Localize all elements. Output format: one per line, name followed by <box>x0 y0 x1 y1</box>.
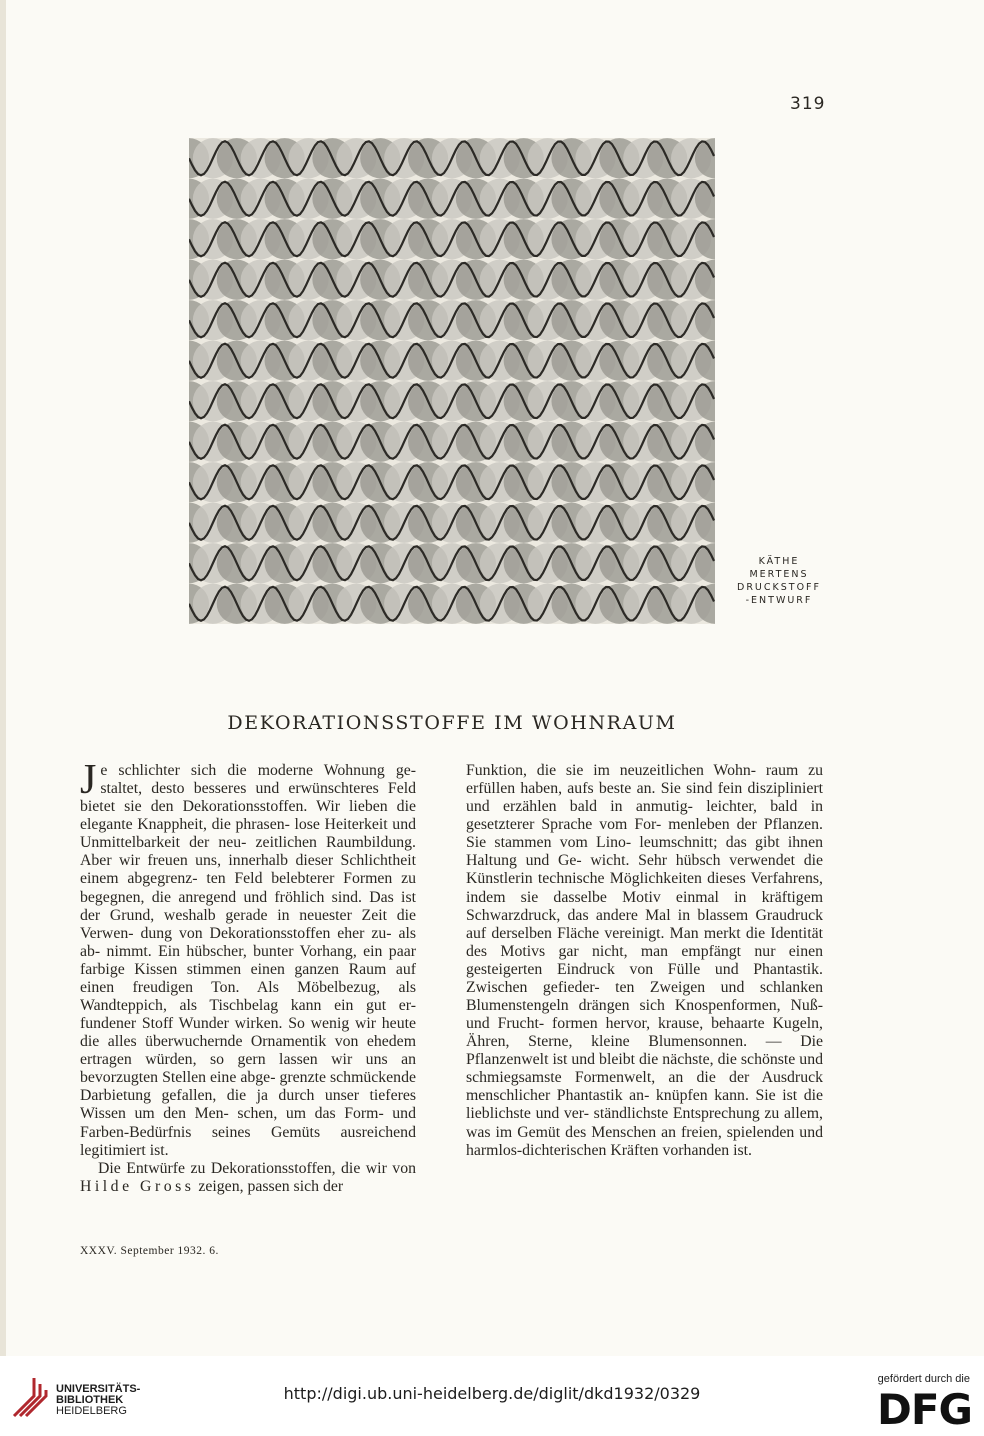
caption-line: DRUCKSTOFF <box>737 582 821 593</box>
caption-line: MERTENS <box>749 569 809 580</box>
library-line: UNIVERSITÄTS- <box>56 1383 141 1395</box>
text-column-right <box>466 762 823 1160</box>
text-line: leichter, bald in gesetzterer Sprache vom For- <box>466 798 824 834</box>
text-line: ja durch unser tieferes Wissen um den Men- <box>80 1087 416 1123</box>
library-line: HEIDELBERG <box>56 1405 127 1417</box>
text-line: Gemüt des Menschen an freien, spielenden und <box>517 1123 823 1141</box>
caption-line: KÄTHE <box>758 556 800 567</box>
text-line: e schlichter sich die moderne Wohnung ge- <box>100 762 416 779</box>
text-line: leumschnitt; das gibt ihnen Haltung und Ge- <box>466 834 823 870</box>
text-line: heute die alles überwuchernde Ornamentik <box>80 1015 416 1051</box>
text-line: Graudruck auf derselben Fläche vereinigt. <box>466 906 823 942</box>
text-line: Ähren, Sterne, kleine Blumensonnen. — Die <box>466 1033 823 1051</box>
paragraph-1 <box>80 757 417 1160</box>
caption-line: -ENTWURF <box>745 595 813 606</box>
text-line: Wandteppich, als Tischbelag kann ein gut er- <box>80 997 416 1015</box>
text-line: wicht. Sehr hübsch verwendet die Künstlerin <box>466 852 823 888</box>
drop-cap: J <box>80 757 97 803</box>
text-line: schen, um das Form- und Farben-Bedürfnis <box>80 1105 416 1141</box>
article-title: DEKORATIONSSTOFFE IM WOHNRAUM <box>227 712 677 734</box>
text-line: schönste und schmiegsamste Formenwelt, an <box>466 1051 823 1087</box>
text-line: zeigen, passen sich der <box>194 1177 344 1195</box>
text-line: staltet, desto besseres und erwünschteres <box>100 780 388 798</box>
text-line: Funktion, die sie im neuzeitlichen Wohn- <box>466 762 766 779</box>
text-line: nimmt. Ein hübscher, bunter Vorhang, ein paar <box>106 942 416 960</box>
text-line: weshalb gerade in neuester Zeit die Verwen- <box>80 906 416 942</box>
text-line: innerhalb dieser Schlichtheit einem abgegrenz- <box>80 852 417 888</box>
text-line: raum zu erfüllen haben, aufs beste an. Sie sind <box>466 762 823 798</box>
textile-print-figure <box>189 138 715 624</box>
text-line: dung von Dekorationsstoffen eher zu- als ab- <box>80 924 416 960</box>
designer-name: Hilde Gross <box>80 1177 195 1195</box>
text-line: zeitlichen Raumbildung. Aber wir freuen uns, <box>80 834 416 870</box>
text-line: Man merkt die Identität des Motivs gar nicht, <box>466 924 823 960</box>
text-line: von ehedem ertragen würden, so gern lassen <box>80 1033 416 1069</box>
text-line: Die Entwürfe zu Dekorationsstoffen, die wir <box>98 1159 387 1177</box>
paragraph-right <box>466 762 823 1160</box>
text-line: wir uns an bevorzugten Stellen eine abge- <box>80 1051 416 1087</box>
text-line: fein diszipliniert und erzählen bald in anmutig- <box>466 780 823 816</box>
funding-note: gefördert durch die <box>877 1373 970 1385</box>
wave-pattern-illustration <box>189 138 715 624</box>
dfg-logo[interactable]: DFG <box>876 1385 972 1434</box>
text-line: grenzte schmückende Darbietung gefallen, die <box>80 1069 416 1105</box>
text-line: Schwarzdruck, das andere Mal in blassem <box>466 906 756 924</box>
text-line: seines Gemüts ausreichend legitimiert ist. <box>80 1123 416 1159</box>
text-line: ten Zweigen und schlanken Blumenstengeln <box>466 978 823 1015</box>
text-line: ständlichste Entsprechung zu allem, was im <box>466 1105 823 1141</box>
paragraph-2 <box>80 1160 416 1196</box>
text-line: Feld bietet sie den Dekorationsstoffen. Wir <box>80 780 416 816</box>
text-line: anregend und fröhlich sind. Das ist der Grund, <box>80 888 416 924</box>
text-line: fundener Stoff Wunder wirken. So wenig wir <box>80 1015 382 1033</box>
text-line: ten Feld belebterer Formen zu begegnen, die <box>80 870 416 906</box>
text-line: knüpfen kann. Sie ist die lieblichste und ver- <box>466 1087 823 1123</box>
library-line: BIBLIOTHEK <box>56 1394 124 1406</box>
text-line: auf einen freudigen Ton. Als Möbelbezug, als <box>80 960 416 996</box>
text-line: farbige Kissen stimmen einen ganzen Raum <box>80 960 396 978</box>
text-line: harmlos-dichterischen Kräften vorhanden ist. <box>466 1141 753 1159</box>
text-line: Pflanzenwelt ist und bleibt die nächste, die <box>466 1051 741 1069</box>
issue-footnote: XXXV. September 1932. 6. <box>80 1245 219 1257</box>
text-line: man empfängt nur einen gesteigerten Eindruck <box>466 942 823 978</box>
paragraph-1-text <box>80 757 417 1159</box>
text-line: von Fülle und Phantastik. Zwischen gefieder- <box>466 960 823 996</box>
text-line: drängen sich Knospenformen, Nuß- und Frucht- <box>466 997 823 1033</box>
text-line: von <box>392 1159 416 1177</box>
permalink-url[interactable]: http://digi.ub.uni-heidelberg.de/diglit/dkd1932/0329 <box>283 1384 701 1403</box>
text-line: technische Möglichkeiten dieses Verfahrens, <box>537 870 824 888</box>
text-line: lieben die elegante Knappheit, die phrasen- <box>80 798 416 834</box>
text-line: die der Ausdruck menschlicher Phantastik an- <box>466 1069 824 1105</box>
text-line: formen hervor, krause, behaarte Kugeln, <box>552 1015 823 1033</box>
text-line: lose Heiterkeit und Unmittelbarkeit der neu- <box>80 816 416 852</box>
figure-caption <box>724 555 834 607</box>
text-line: menleben der Pflanzen. Sie stammen vom Lino- <box>466 816 823 852</box>
text-line: indem sie dasselbe Motiv einmal in kräftigem <box>466 888 823 906</box>
text-column-left <box>80 757 417 1196</box>
page-number: 319 <box>790 94 826 114</box>
